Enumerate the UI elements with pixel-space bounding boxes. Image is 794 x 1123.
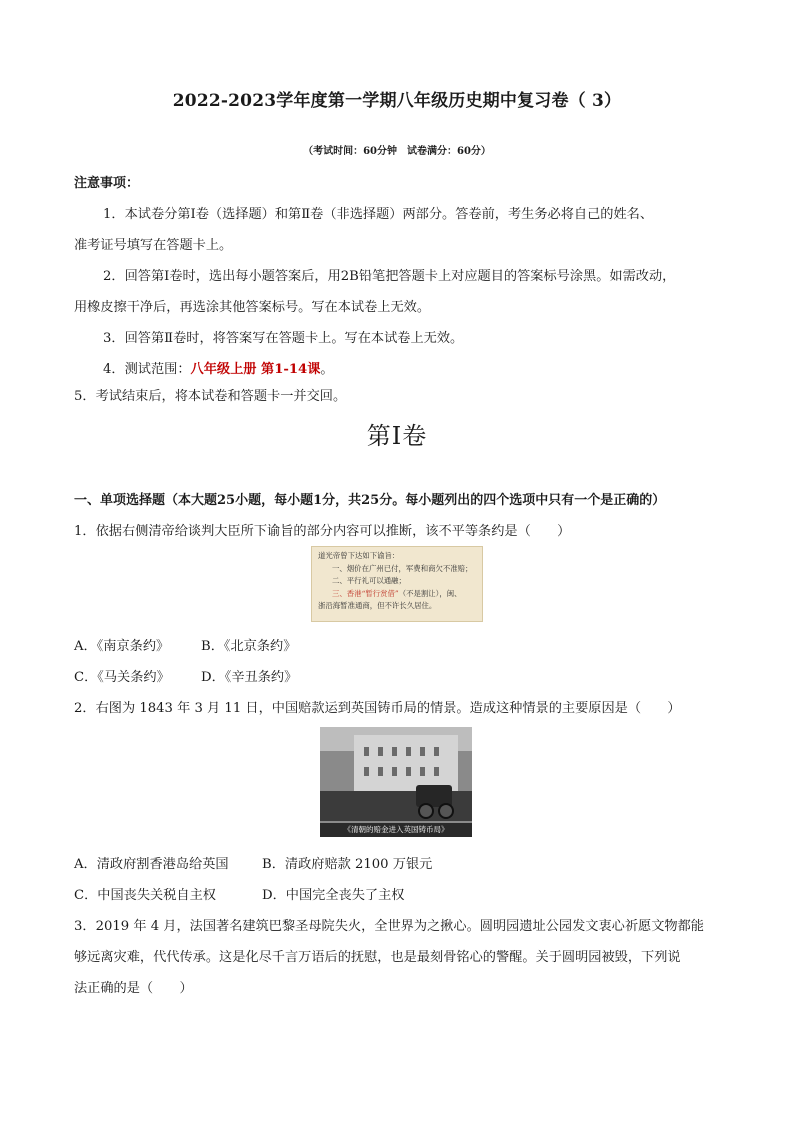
edict-line-4-highlight: 三、香港“暂行赏借” [332,588,399,598]
question-1-option-a: A．《南京条约》 [74,639,170,654]
edict-line-4 [318,588,476,601]
exam-time-info: （考试时间：60分钟 试卷满分：60分） [303,146,491,157]
question-2-mint-image [320,727,472,837]
question-2-option-c: C．中国丧失关税自主权 [74,888,216,903]
notice-item-5: 5．考试结束后，将本试卷和答题卡一并交回。 [74,389,347,404]
question-3-line-1: 3．2019 年 4 月，法国著名建筑巴黎圣母院失火，全世界为之揪心。圆明园遗址公园发文衷心祈愿文物都能 [74,919,704,934]
question-3-line-3: 法正确的是（ ） [74,981,193,996]
notice-item-1-line-2: 准考证号填写在答题卡上。 [74,238,233,253]
question-1-option-d: D．《辛丑条约》 [201,670,298,685]
notice-item-1-line-1: 1．本试卷分第Ⅰ卷（选择题）和第Ⅱ卷（非选择题）两部分。答卷前，考生务必将自己的姓名、 [103,207,654,222]
question-2-stem: 2．右图为 1843 年 3 月 11 日，中国赔款运到英国铸币局的情景。造成这种情景的主要原因是（ ） [74,701,681,716]
edict-line-1: 道光帝曾下达如下谕旨： [318,551,400,560]
edict-line-3: 二、平行礼可以通融； [332,576,406,586]
section-title: 第Ⅰ卷 [366,422,428,450]
question-3-line-2: 够远离灾难，代代传承。这是化尽千言万语后的抚慰，也是最刻骨铭心的警醒。关于圆明园被毁，下列说 [74,950,681,965]
question-2-option-b: B．清政府赔款 2100 万银元 [262,857,433,872]
question-2-image-caption: 《清朝的赔金进入英国铸币局》 [320,823,472,837]
notice-item-4-suffix: 。 [320,362,334,377]
question-1-option-c: C．《马关条约》 [74,670,170,685]
notice-item-4 [103,358,334,377]
test-range: 八年级上册 第1-14课 [190,362,321,377]
question-2-option-d: D．中国完全丧失了主权 [262,888,405,903]
question-1-edict-image [311,546,483,622]
notice-item-3: 3．回答第Ⅱ卷时，将答案写在答题卡上。写在本试卷上无效。 [103,331,464,346]
question-2-option-a: A．清政府割香港岛给英国 [74,857,229,872]
notice-item-2-line-2: 用橡皮擦干净后，再选涂其他答案标号。写在本试卷上无效。 [74,300,431,315]
edict-line-2: 一、烟价在广州已付，军费和商欠不准赔； [332,563,473,573]
question-1-option-b: B．《北京条约》 [201,639,297,654]
section-heading: 一、单项选择题（本大题25小题，每小题1分，共25分。每小题列出的四个选项中只有一个是正确的） [74,493,666,508]
edict-line-5: 浙沿海暂准通商，但不许长久居住。 [318,601,437,611]
notice-item-2-line-1: 2．回答第Ⅰ卷时，选出每小题答案后，用2B铅笔把答题卡上对应题目的答案标号涂黑。如需改动， [103,269,676,284]
edict-line-4-rest: （不是割让），闽、 [398,588,462,598]
question-1-stem: 1．依据右侧清帝给谈判大臣所下谕旨的部分内容可以推断，该不平等条约是（ ） [74,524,571,539]
page-title: 2022-2023学年度第一学期八年级历史期中复习卷（ 3） [172,91,622,111]
notice-item-4-prefix: 4．测试范围： [103,362,191,377]
notice-heading: 注意事项： [74,176,140,191]
